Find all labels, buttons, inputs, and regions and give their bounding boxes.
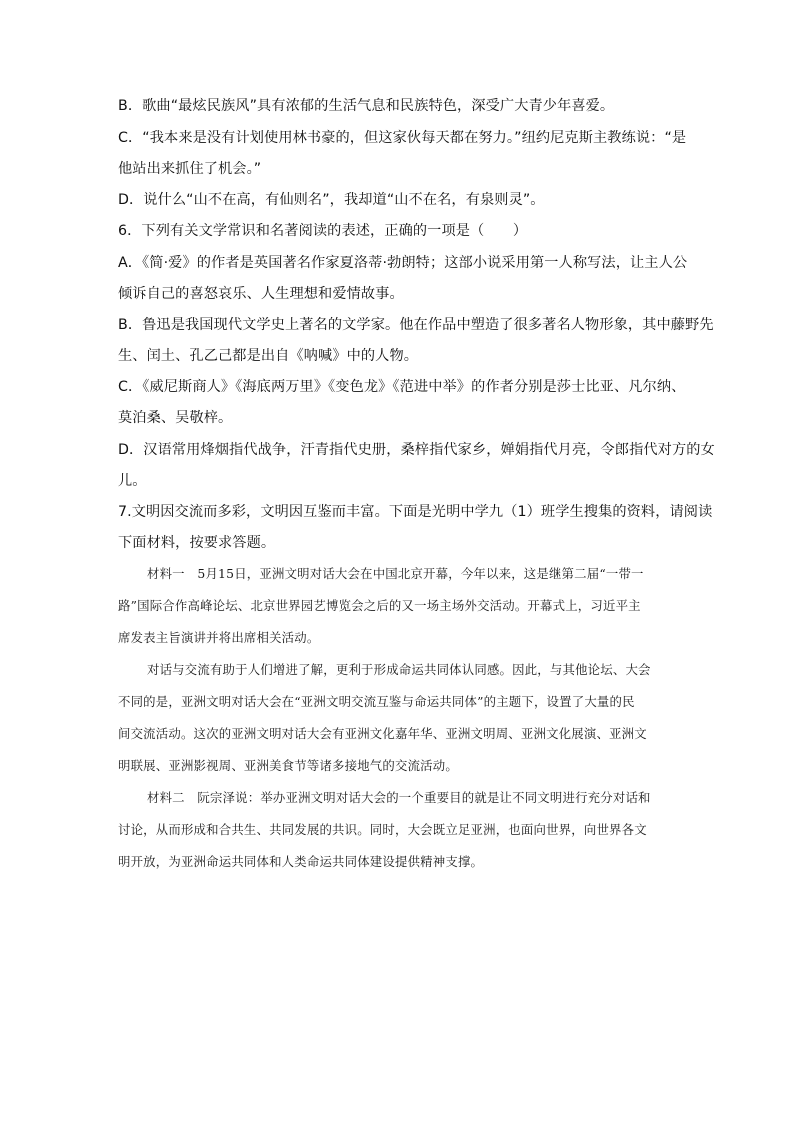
material-2-line-2: 讨论，从而形成和合共生、共同发展的共识。同时，大会既立足亚洲，也面向世界，向世界各文	[118, 822, 647, 837]
material-1-para-2-line-1: 对话与交流有助于人们增进了解，更利于形成命运共同体认同感。因此，与其他论坛、大会	[147, 662, 651, 677]
option-c-line-1: C．“我本来是没有计划使用林书豪的，但这家伙每天都在努力。”纽约尼克斯主教练说：“是	[118, 130, 687, 146]
material-2-line-1: 材料二 阮宗泽说：举办亚洲文明对话大会的一个重要目的就是让不同文明进行充分对话和	[147, 790, 651, 805]
material-2-line-3: 明开放，为亚洲命运共同体和人类命运共同体建设提供精神支撑。	[118, 854, 484, 869]
q6-option-c-line-1: C．《威尼斯商人》《海底两万里》《变色龙》《范进中举》的作者分别是莎士比亚、凡尔纳、	[118, 379, 686, 395]
material-1-line-2: 路”国际合作高峰论坛、北京世界园艺博览会之后的又一场主场外交活动。开幕式上，习近平主	[118, 598, 641, 613]
q6-option-a-line-1: A．《简·爱》的作者是英国著名作家夏洛蒂·勃朗特；这部小说采用第一人称写法，让主人公	[118, 255, 688, 271]
q6-option-b-line-1: B．鲁迅是我国现代文学史上著名的文学家。他在作品中塑造了很多著名人物形象，其中藤野先	[118, 317, 714, 333]
material-1-para-2-line-2: 不同的是，亚洲文明对话大会在“亚洲文明交流互鉴与命运共同体”的主题下，设置了大量的民	[118, 694, 635, 709]
q6-option-a-line-2: 倾诉自己的喜怒哀乐、人生理想和爱情故事。	[118, 286, 404, 302]
q6-option-d-line-2: 儿。	[118, 473, 147, 489]
q6-option-d-line-1: D．汉语常用烽烟指代战争，汗青指代史册，桑梓指代家乡，婵娟指代月亮，令郎指代对方的女	[118, 442, 715, 458]
material-1-para-2-line-3: 间交流活动。这次的亚洲文明对话大会有亚洲文化嘉年华、亚洲文明周、亚洲文化展演、亚洲文	[118, 726, 647, 741]
material-1-para-2-line-4: 明联展、亚洲影视周、亚洲美食节等诸多接地气的交流活动。	[118, 758, 458, 773]
option-b-line: B．歌曲“最炫民族风”具有浓郁的生活气息和民族特色，深受广大青少年喜爱。	[118, 98, 615, 114]
question-7-stem-line-2: 下面材料，按要求答题。	[118, 535, 276, 551]
material-1-line-1: 材料一 5月15日，亚洲文明对话大会在中国北京开幕，今年以来，这是继第二届“一带一	[147, 566, 644, 581]
material-1-line-3: 席发表主旨演讲并将出席相关活动。	[118, 630, 320, 645]
q6-option-c-line-2: 莫泊桑、吴敬梓。	[118, 410, 233, 426]
option-c-line-2: 他站出来抓住了机会。”	[118, 161, 262, 177]
question-6-stem: 6．下列有关文学常识和名著阅读的表述，正确的一项是（ ）	[118, 223, 528, 239]
q6-option-b-line-2: 生、闰土、孔乙己都是出自《呐喊》中的人物。	[118, 348, 419, 364]
question-7-stem-line-1: 7.文明因交流而多彩，文明因互鉴而丰富。下面是光明中学九（1）班学生搜集的资料，请阅读	[118, 504, 713, 520]
option-d-line: D．说什么“山不在高，有仙则名”，我却道“山不在名，有泉则灵”。	[118, 192, 545, 208]
